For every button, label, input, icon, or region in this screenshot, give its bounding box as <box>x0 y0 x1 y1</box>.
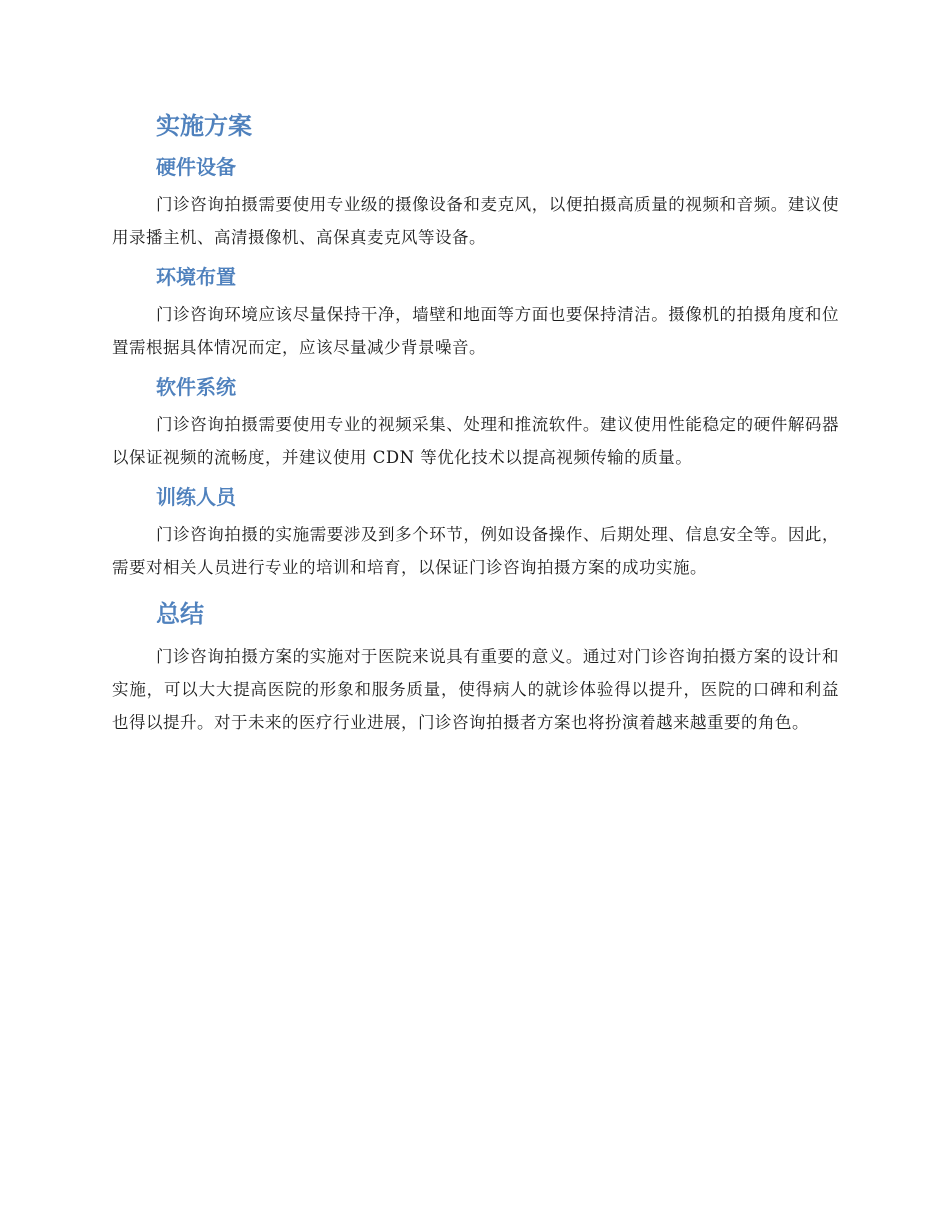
paragraph-software: 门诊咨询拍摄需要使用专业的视频采集、处理和推流软件。建议使用性能稳定的硬件解码器以保证视频的流畅度，并建议使用 CDN 等优化技术以提高视频传输的质量。 <box>112 415 839 467</box>
paragraph-training: 门诊咨询拍摄的实施需要涉及到多个环节，例如设备操作、后期处理、信息安全等。因此，需要对相关人员进行专业的培训和培育，以保证门诊咨询拍摄方案的成功实施。 <box>112 525 839 577</box>
heading-summary: 总结 <box>156 600 204 628</box>
paragraph-summary: 门诊咨询拍摄方案的实施对于医院来说具有重要的意义。通过对门诊咨询拍摄方案的设计和实施，可以大大提高医院的形象和服务质量，使得病人的就诊体验得以提升，医院的口碑和利益也得以提升。对于未来的医疗行业进展，门诊咨询拍摄者方案也将扮演着越来越重要的角色。 <box>112 647 839 732</box>
heading-environment: 环境布置 <box>156 265 236 289</box>
document-body <box>112 108 839 747</box>
heading-hardware: 硬件设备 <box>156 155 236 179</box>
heading-training: 训练人员 <box>156 485 236 509</box>
heading-implementation-plan: 实施方案 <box>156 112 252 140</box>
paragraph-hardware: 门诊咨询拍摄需要使用专业级的摄像设备和麦克风，以便拍摄高质量的视频和音频。建议使用录播主机、高清摄像机、高保真麦克风等设备。 <box>112 195 839 247</box>
heading-software: 软件系统 <box>156 375 236 399</box>
paragraph-environment: 门诊咨询环境应该尽量保持干净，墙壁和地面等方面也要保持清洁。摄像机的拍摄角度和位置需根据具体情况而定，应该尽量减少背景噪音。 <box>112 305 839 357</box>
